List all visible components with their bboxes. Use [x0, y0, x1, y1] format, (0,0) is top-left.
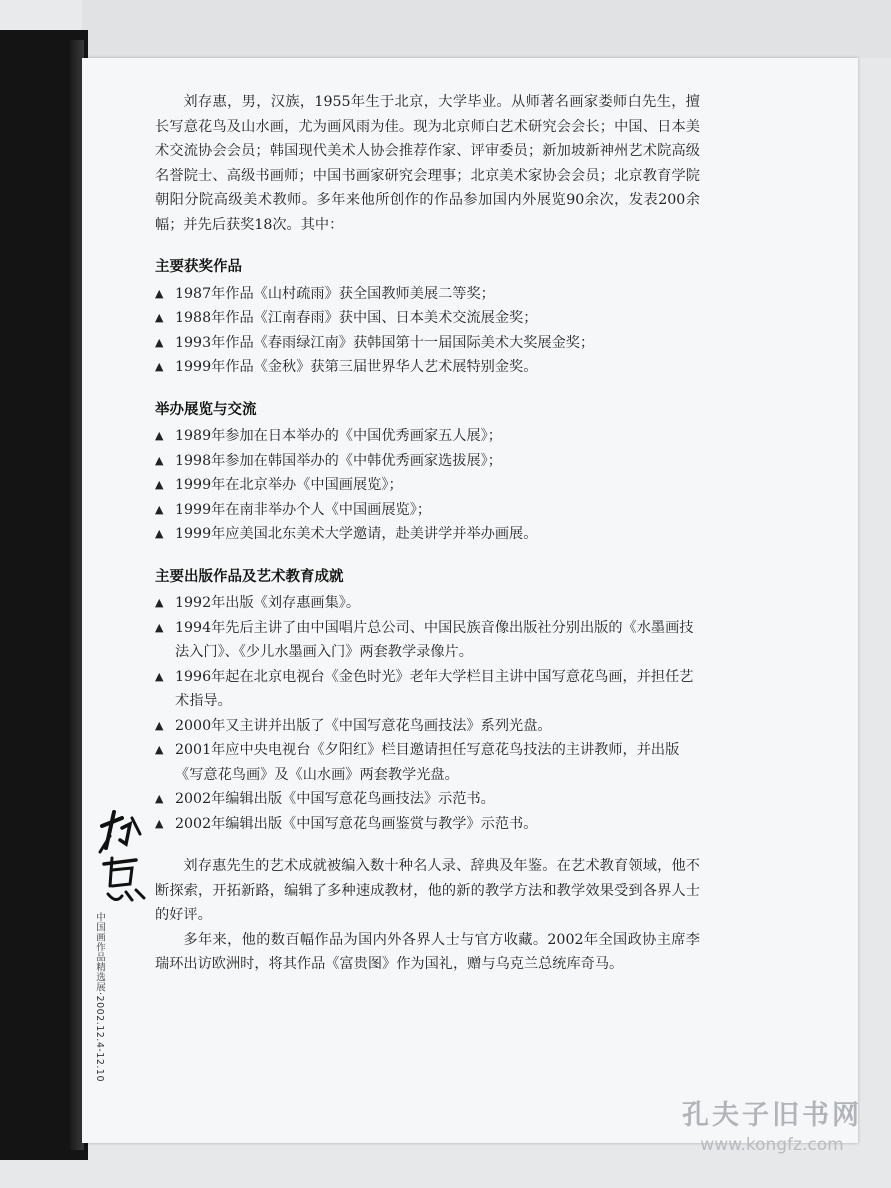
- triangle-bullet-icon: ▲: [155, 527, 164, 540]
- closing-paragraph: 刘存惠先生的艺术成就被编入数十种名人录、辞典及年鉴。在艺术教育领域，他不断探索，开拓新路，编辑了多种速成教材，他的新的教学方法和教学效果受到各界人士的好评。: [155, 858, 700, 923]
- triangle-bullet-icon: ▲: [155, 478, 164, 491]
- exhibition-date-note: 中国画作品精选展·2002.12.4-12.10: [94, 912, 105, 1082]
- triangle-bullet-icon: ▲: [155, 718, 164, 732]
- biography-text: [155, 90, 700, 977]
- section-heading-exhibitions: 举办展览与交流: [155, 401, 257, 418]
- list-item: ▲ 1996年起在北京电视台《金色时光》老年大学栏目主讲中国写意花鸟画，并担任艺术指导。: [155, 665, 700, 714]
- list-item: ▲ 1998年参加在韩国举办的《中韩优秀画家选拔展》；: [155, 449, 700, 474]
- list-item: ▲ 1992年出版《刘存惠画集》。: [155, 591, 700, 616]
- list-item: ▲ 1999年作品《金秋》获第三届世界华人艺术展特别金奖。: [155, 355, 700, 380]
- list-item: ▲ 1994年先后主讲了由中国唱片总公司、中国民族音像出版社分别出版的《水墨画技法入门》、《少儿水墨画入门》两套教学录像片。: [155, 616, 700, 665]
- triangle-bullet-icon: ▲: [155, 360, 164, 373]
- triangle-bullet-icon: ▲: [155, 816, 164, 830]
- list-item: ▲ 2000年又主讲并出版了《中国写意花鸟画技法》系列光盘。: [155, 714, 700, 739]
- triangle-bullet-icon: ▲: [155, 792, 164, 805]
- list-item: ▲ 2002年编辑出版《中国写意花鸟画鉴赏与教学》示范书。: [155, 812, 700, 837]
- list-item: ▲ 1993年作品《春雨绿江南》获韩国第十一届国际美术大奖展金奖；: [155, 331, 700, 356]
- section-heading-publications: 主要出版作品及艺术教育成就: [155, 568, 344, 585]
- list-item: ▲ 1988年作品《江南春雨》获中国、日本美术交流展金奖；: [155, 306, 700, 331]
- publications-list: [155, 591, 700, 836]
- watermark-title: 孔夫子旧书网: [682, 1100, 862, 1131]
- triangle-bullet-icon: ▲: [155, 669, 164, 683]
- intro-paragraph: 刘存惠，男，汉族，1955年生于北京，大学毕业。从师著名画家娄师白先生，擅长写意花鸟及山水画，尤为画风雨为佳。现为北京师白艺术研究会会长；中国、日本美术交流协会会员；韩国现代美术人协会推荐作家、评审委员；新加坡新神州艺术院高级名誉院士、高级书画师；中国书画家研究会理事；北京美术家协会会员；北京教育学院朝阳分院高级美术教师。多年来他所创作的作品参加国内外展览90余次，发表200余幅；并先后获奖18次。其中：: [155, 94, 700, 233]
- triangle-bullet-icon: ▲: [155, 620, 164, 634]
- calligraphy-signature-icon: [92, 808, 152, 908]
- list-item: ▲ 1999年应美国北东美术大学邀请，赴美讲学并举办画展。: [155, 522, 700, 547]
- triangle-bullet-icon: ▲: [155, 453, 164, 467]
- list-item: ▲ 1999年在南非举办个人《中国画展览》；: [155, 498, 700, 523]
- section-awards: [155, 255, 700, 380]
- list-item: ▲ 1989年参加在日本举办的《中国优秀画家五人展》；: [155, 424, 700, 449]
- triangle-bullet-icon: ▲: [155, 335, 164, 349]
- list-item: ▲ 2001年应中央电视台《夕阳红》栏目邀请担任写意花鸟技法的主讲教师，并出版《写意花鸟画》及《山水画》两套教学光盘。: [155, 738, 700, 787]
- top-background-strip: [82, 0, 891, 58]
- triangle-bullet-icon: ▲: [155, 311, 164, 324]
- background-strip: [0, 0, 82, 30]
- section-heading-awards: 主要获奖作品: [155, 259, 242, 275]
- list-item: ▲ 2002年编辑出版《中国写意花鸟画技法》示范书。: [155, 787, 700, 812]
- triangle-bullet-icon: ▲: [155, 743, 164, 756]
- section-publications: [155, 565, 700, 837]
- closing-paragraph: 多年来，他的数百幅作品为国内外各界人士与官方收藏。2002年全国政协主席李瑞环出访欧洲时，将其作品《富贵图》作为国礼，赠与乌克兰总统库奇马。: [155, 931, 700, 972]
- list-item: ▲ 1999年在北京举办《中国画展览》；: [155, 473, 700, 498]
- triangle-bullet-icon: ▲: [155, 502, 164, 516]
- site-watermark: [672, 1098, 872, 1178]
- watermark-url: www.kongfz.com: [700, 1135, 844, 1155]
- triangle-bullet-icon: ▲: [155, 286, 164, 300]
- exhibitions-list: [155, 424, 700, 547]
- triangle-bullet-icon: ▲: [155, 429, 164, 442]
- list-item: ▲ 1987年作品《山村疏雨》获全国教师美展二等奖；: [155, 282, 700, 307]
- triangle-bullet-icon: ▲: [155, 596, 164, 609]
- section-exhibitions: [155, 398, 700, 547]
- awards-list: [155, 282, 700, 380]
- closing-paragraphs: [155, 854, 700, 977]
